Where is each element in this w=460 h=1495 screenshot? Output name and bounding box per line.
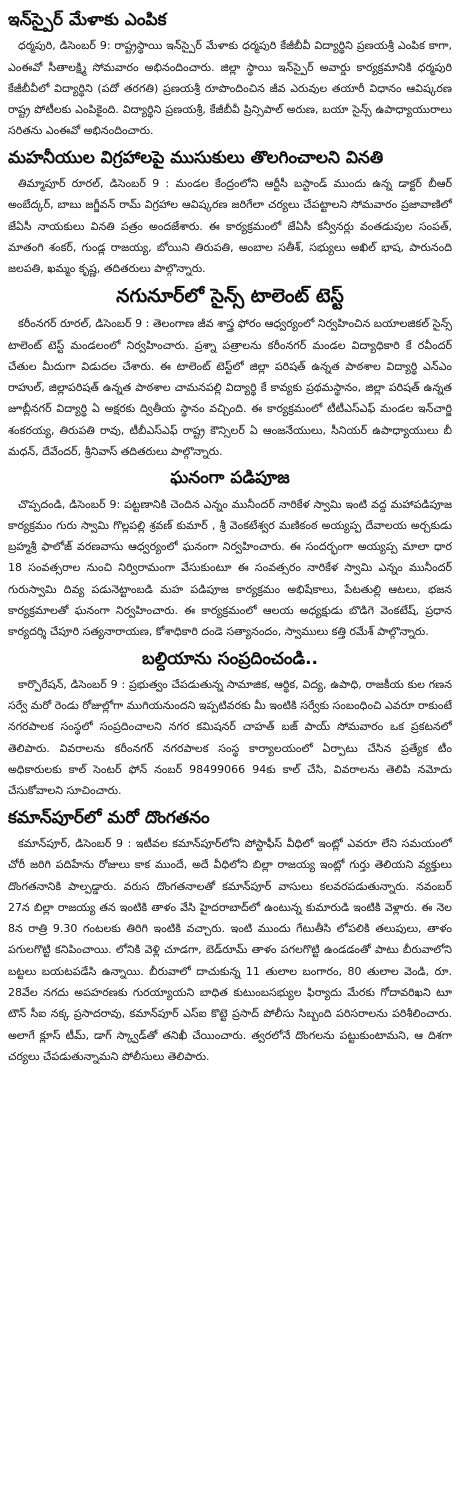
headline: మహనీయుల విగ్రహాలపై ముసుకులు తొలగించాలని వినతి (8, 147, 384, 168)
article-science-talent-test (8, 285, 452, 462)
article-body: చొప్పదండి, డిసెంబర్ 9: పట్టణానికి చెందిన ఎన్నం మునీందర్ నారికేళ స్వామి ఇంటి వద్ద మహాపడిపూజ కార్యక్రమం గురు స్వామి గొల్లపల్లి శ్రవణ్ కుమార్ , శ్రీ వెంకటేశ్వర మణికంఠ అయ్యప్ప దేవాలయ అర్చకుడు బ్రహ్మశ్రీ ఫాలోజ్ వరణవాసు ఆధ్వర్యంలో ఘనంగా నిర్వహించారు. ఈ సందర్భంగా అయ్యప్ప మాలా ధార 18 సంవత్సరాల నుంచి నిర్విరామంగా వేసుకుంటూ ఈ సంవత్సరం నారికేళ స్వామి ఎన్నం మునీందర్ గురుస్వామి దివ్య పడునెట్టాంబడి మహ పడిపూజ కార్యక్రమం అభిషేకాలు, పేటతుల్లి ఆటలు, భజన కార్యక్రమాలతో ఘనంగా నిర్వహించారు. ఈ కార్యక్రమంలో ఆలయ అధ్యక్షుడు బొడిగె వెంకటేష్, ప్రధాన కార్యదర్శి చేపూరి సత్యనారాయణ, కోశాధికారి దండె సత్యానందం, స్వాములు కత్తి రమేశ్ పాల్గొన్నారు. (8, 497, 452, 639)
article-contact-baldia (8, 649, 452, 802)
article-body: తిమ్మాపూర్ రూరల్, డిసెంబర్ 9 : మండల కేంద్రంలోని ఆర్టీసీ బస్టాండ్ ముందు ఉన్న డాక్టర్ బీఆర్ అంబేద్కర్, బాబు జగ్జీవన్ రామ్ విగ్రహాల ఆవిష్కరణ జరిగేలా చర్యలు చేపట్టాలని సోమవారం ప్రజావాణిలో జేఏసీ నాయకులు వినతి పత్రం అందజేశారు. ఈ కార్యక్రమంలో జేఏసీ కన్వీనర్లు వంతడుపుల సంపత్, మాతంగి శంకర్, గుండ్ల రాజయ్య, బోయిని తిరుపతి, అంబాల సతీశ్, సభ్యులు అఖిల్ భాష, పారునంది జలపతి, ఖమ్మం కృష్ణ, తదితరులు పాల్గొన్నారు. (8, 176, 452, 276)
headline: కమాన్‌పూర్‌లో మరో దొంగతనం (8, 807, 210, 828)
article-inspire-mela (8, 10, 452, 142)
headline: ఘనంగా పడిపూజ (170, 468, 290, 489)
article-body: కమాన్‌పూర్, డిసెంబర్ 9 : ఇటీవల కమాన్‌పూర్‌లోని పోస్టాఫీస్ వీధిలో ఇంట్లో ఎవరూ లేని సమయంలో చోరీ జరిగి పదిహేను రోజులు కాక ముందే, అదే వీధిలోని బిల్లా రాజయ్య ఇంట్లో గుర్తు తెలియని వ్యక్తులు దొంగతనానికి పాల్పడ్డారు. వరుస దొంగతనాలతో కమాన్‌పూర్ వాసులు కలవరపడుతున్నారు. నవంబర్ 27న బిల్లా రాజయ్య తన ఇంటికి తాళం వేసి హైదరాబాద్‌లో ఉంటున్న కుమారుడి ఇంటికి వెళ్లారు. ఈ నెల 8న రాత్రి 9.30 గంటలకు తిరిగి ఇంటికి వచ్చారు. ఇంటి ముందు గేటుతీసి లోపలికి తలుపులు, తాళం పగులగొట్టి కనిపించాయి. లోనికి వెళ్లి చూడగా, బెడ్‌రూమ్ తాళం పగలగొట్టి ఉండడంతో పాటు బీరువాలోని బట్టలు బయటపడేసి ఉన్నాయి. బీరువాలో దాచుకున్న 11 తులాల బంగారం, 80 తులాల వెండి, రూ. 28వేల నగదు అపహరణకు గురయ్యాయని బాధిత కుటుంబసభ్యుల ఫిర్యాదు మేరకు గోదావరిఖని టూ టౌన్ సీఐ నక్క ప్రసాదరావు, కమాన్‌పూర్ ఎస్ఐ కొట్టె ప్రసాద్ పోలీసు సిబ్బంది పరిసరాలను పరిశీలించారు. అలాగే క్లూస్ టీమ్, డాగ్ స్క్వాడ్‌తో తనిఖీ చేయించారు. త్వరలోనే దొంగలను పట్టుకుంటామని, ఆ దిశగా చర్యలు చేపడుతున్నామని పోలీసులు తెలిపారు. (8, 836, 452, 1063)
article-body: ధర్మపురి, డిసెంబర్ 9: రాష్ట్రస్థాయి ఇన్‌స్పైర్ మేళాకు ధర్మపురి కేజీబీవీ విద్యార్థిని ప్రణయశ్రీ ఎంపిక కాగా, ఎంఈవో సీతాలక్ష్మి సోమవారం అభినందించారు. జిల్లా స్థాయి ఇన్‌స్పైర్ అవార్డు కార్యక్రమానికి ధర్మపురి కేజీబీవీలో విద్యార్థిని (పదో తరగతి) ప్రణయశ్రీ రూపొందించిన జీవ ఎరువుల తయారీ విధానం ఆవిష్కరణ రాష్ట్ర పోటీలకు ఎంపికైంది. విద్యార్థిని ప్రణయశ్రీ, కేజీబీవీ ప్రిన్సిపాల్ అరుణ, బయా సైన్స్ ఉపాధ్యాయురాలు సరితను ఎంఈవో అభినందించారు. (8, 39, 452, 138)
article-body: కరీంనగర్ రూరల్, డిసెంబర్ 9 : తెలంగాణ జీవ శాస్త్ర ఫోరం ఆధ్వర్యంలో నిర్వహించిన బయాలజికల్ సైన్స్ టాలెంట్ టెస్ట్ మండలంలో నిర్వహించారు. ప్రశ్నా పత్రాలను కరీంనగర్ మండల విద్యాధికారి కే రవీందర్ చేతుల మీదుగా విడుదల చేశారు. ఈ టాలెంట్ టెస్ట్‌లో జిల్లా పరిషత్ ఉన్నత పాఠశాల విద్యార్థి ఎన్ఎం రాహుల్, జిల్లాపరిషత్ ఉన్నత పాఠశాల చామనపల్లి విద్యార్థి కే కావ్యకు ప్రథమస్థానం, జిల్లా పరిషత్ ఉన్నత జూబ్లీనగర్ విద్యార్థి ఏ అక్షరకు ద్వితీయ స్థానం వచ్చింది. ఈ కార్యక్రమంలో టీటీఎస్‌ఎఫ్ మండల ఇన్‌చార్జి శంకరయ్య, తిరుపతి రావు, టీబీఎస్‌ఎఫ్ రాష్ట్ర కౌన్సిలర్ ఏ ఆంజనేయులు, సీనియర్ ఉపాధ్యాయులు బీ మధన్, దేవేందర్, శ్రీనివాస్ తదితరులు పాల్గొన్నారు. (8, 317, 452, 458)
headline: బల్దియాను సంప్రదించండి.. (141, 648, 319, 669)
article-statue-covers (8, 148, 452, 280)
headline: ఇన్‌స్పైర్ మేళాకు ఎంపిక (8, 10, 167, 30)
article-padipuja (8, 468, 452, 642)
article-body: కార్పొరేషన్, డిసెంబర్ 9 : ప్రభుత్వం చేపడుతున్న సామాజిక, ఆర్థిక, విద్య, ఉపాధి, రాజకీయ కుల గణన సర్వే మరో రెండు రోజుల్లోగా ముగియనుందని ఇప్పటివరకు మీ ఇంటికి సర్వేకు సంబంధించి ఎవరూ రాకుంటే నగరపాలక సంస్థలో సంప్రదించాలని నగర కమిషనర్ చాహత్ బజ్ పాయ్ సోమవారం ఒక ప్రకటనలో తెలిపారు. వివరాలను కరీంనగర్ నగరపాలక సంస్థ కార్యాలయంలో ఏర్పాటు చేసిన ప్రత్యేక టీం అధికారులకు కాల్ సెంటర్ ఫోన్ నంబర్ 98499066 94కు కాల్ చేసి, వివరాలను తెలిపి నమోదు చేసుకోవాలని సూచించారు. (8, 677, 452, 798)
headline: నగునూర్‌లో సైన్స్ టాలెంట్ టెస్ట్ (116, 285, 344, 308)
article-kamanpur-theft (8, 808, 452, 1068)
